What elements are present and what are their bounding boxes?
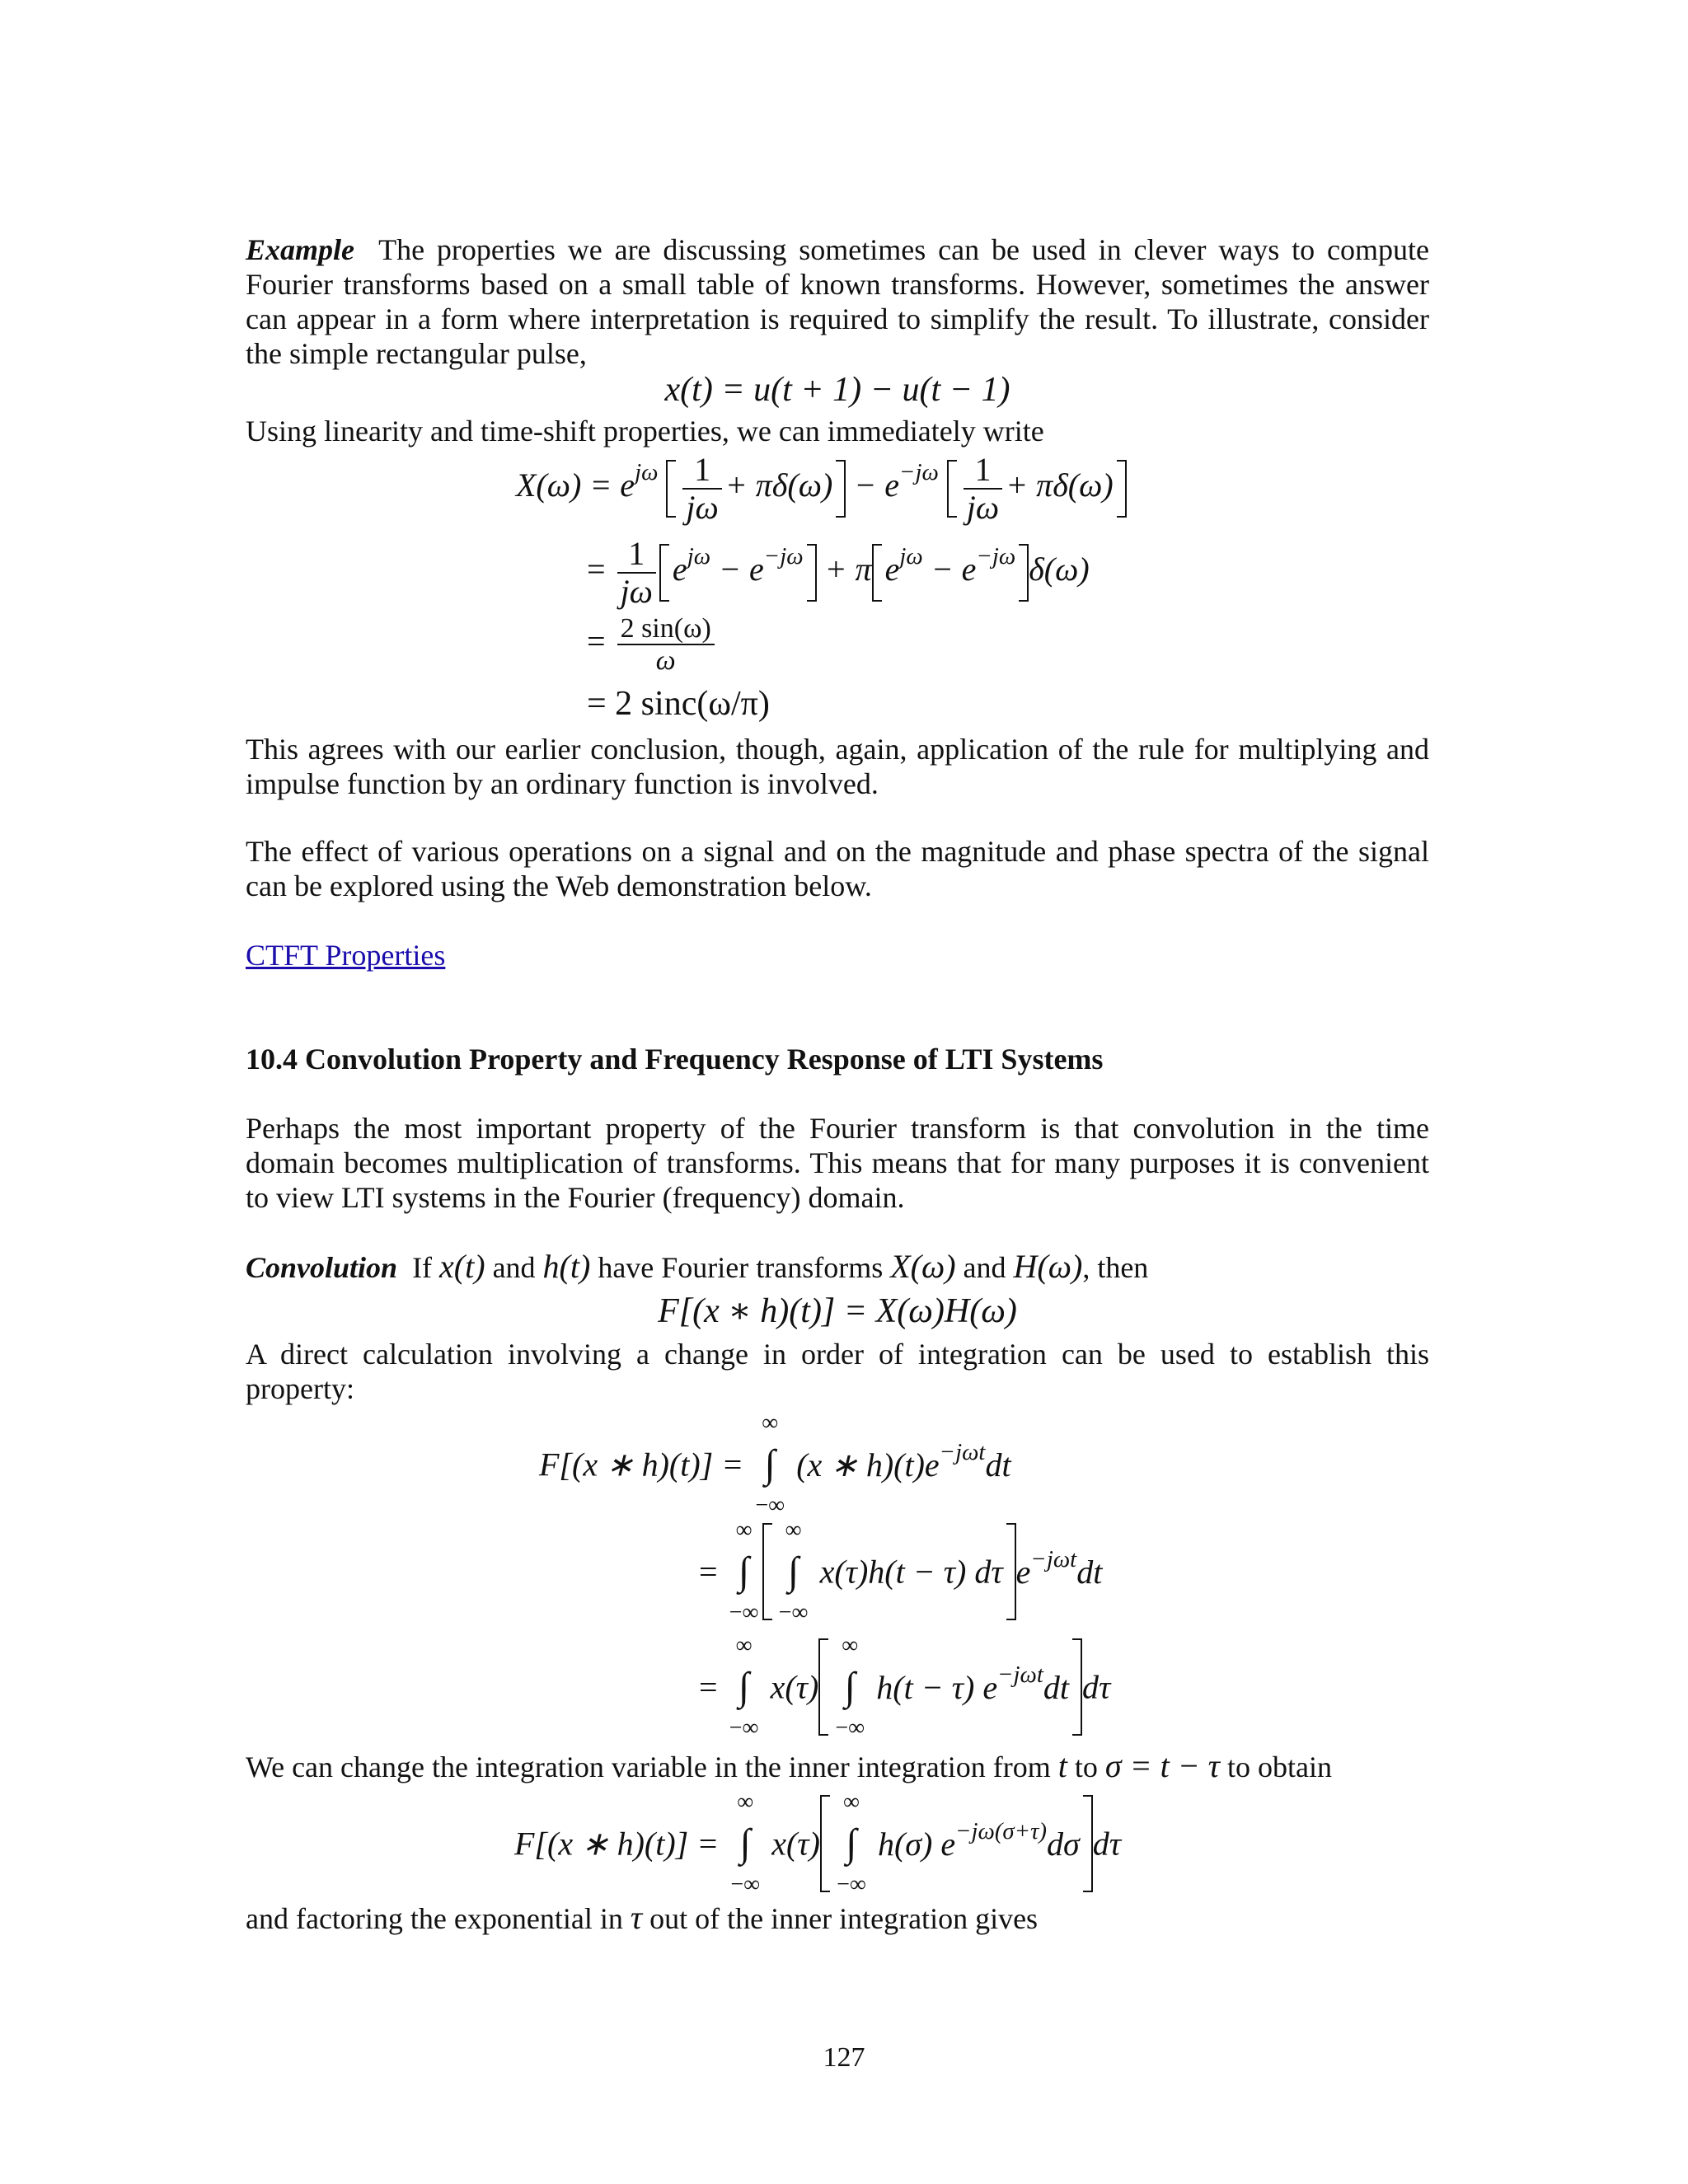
- t-symbol: t: [1057, 1747, 1067, 1784]
- integral-line-1: [539, 1411, 1011, 1518]
- plus-pi: + π: [824, 551, 872, 588]
- x-tau: x(τ): [770, 1668, 819, 1706]
- convolution-eq-text: F[(x ∗ h)(t)] = X(ω)H(ω): [658, 1292, 1017, 1330]
- section-intro: Perhaps the most important property of the Fourier transform is that convolution in the time domain becomes multiplication of transforms. This means that for many purposes it is convenient to view LTI systems in the Fourier (frequency) domain.: [246, 1112, 1429, 1214]
- page-number: 127: [823, 2042, 865, 2073]
- ctft-link-paragraph: [246, 938, 1429, 972]
- example-label: Example: [246, 233, 354, 266]
- derivation-line-1: [516, 452, 1127, 526]
- exp-sup-1: jω: [635, 459, 659, 486]
- fraction-3: [617, 536, 656, 610]
- inner-h-term: h(t − τ) $e^{-j\omega t}dt$: [876, 1661, 1070, 1706]
- equals-2: =: [587, 551, 606, 588]
- bracket-right: [1083, 1795, 1093, 1892]
- minus-term: − e: [719, 551, 764, 588]
- integral-sign: ∞ ∫ −∞: [729, 1633, 759, 1741]
- direct-paragraph: A direct calculation involving a change in order of integration can be used to establish this property:: [246, 1338, 1429, 1405]
- exp-sup-2: −jω: [899, 459, 939, 486]
- integral-sign: ∞ ∫ −∞: [730, 1789, 761, 1897]
- frac-den-2: jω: [966, 489, 1000, 526]
- factoring-before: and factoring the exponential in: [246, 1902, 623, 1935]
- convolution-equation: [246, 1291, 1429, 1332]
- delta-term: δ(ω): [1029, 551, 1090, 588]
- frac-den-3: jω: [620, 573, 653, 610]
- frac-den-4: ω: [655, 645, 676, 677]
- if-word: If: [412, 1251, 433, 1284]
- sigma-substitution: σ = t − τ: [1104, 1747, 1220, 1784]
- bracket-right: [836, 460, 846, 518]
- bracket-left: [762, 1523, 772, 1620]
- have-words: have Fourier transforms: [598, 1251, 884, 1284]
- sigma-equation: [514, 1790, 1121, 1897]
- effect-paragraph: The effect of various operations on a signal and on the magnitude and phase spectra of the signal can be explored using the Web demonstration below.: [246, 835, 1429, 902]
- equals-3: =: [587, 622, 606, 660]
- bracket-left: [666, 460, 676, 518]
- derivation-line-2: [587, 536, 1090, 610]
- e-term: e: [672, 551, 687, 588]
- bracket-left: [659, 544, 669, 602]
- sigma-x-tau: x(τ): [771, 1825, 820, 1863]
- integral-lhs-1: F[(x ∗ h)(t)] =: [539, 1446, 744, 1483]
- section-heading: 10.4 Convolution Property and Frequency Response of LTI Systems: [246, 1043, 1104, 1076]
- inner-convolution: x(τ)h(t − τ) dτ: [819, 1553, 1003, 1591]
- sup-neg: −jω: [763, 543, 804, 570]
- equals-int-2: =: [699, 1553, 718, 1591]
- xt-symbol: x(t): [439, 1248, 485, 1285]
- sup-neg: −jω: [976, 543, 1016, 570]
- fraction-2: [964, 452, 1002, 526]
- derivation-line-4: [587, 684, 770, 724]
- fraction-1: [682, 452, 721, 526]
- example-text: The properties we are discussing sometimes can be used in clever ways to compute Fourier transforms based on a small table of known transforms. However, sometimes the answer can appear in a form where interpretation is required to simplify the result. To illustrate, consider the simple rectangular pulse,: [246, 233, 1429, 370]
- then-word: , then: [1082, 1251, 1149, 1284]
- pulse-equation-text: x(t) = u(t + 1) − u(t − 1): [664, 371, 1010, 409]
- and-word-2: and: [963, 1251, 1006, 1284]
- derivation-line-3: [587, 613, 718, 677]
- integral-sign: ∞ ∫ −∞: [837, 1789, 866, 1897]
- convolution-label: Convolution: [246, 1251, 398, 1284]
- ht-symbol: h(t): [542, 1248, 591, 1285]
- example-paragraph: [246, 232, 1429, 371]
- integral-sign: ∞ ∫ −∞: [835, 1633, 865, 1741]
- sinc-result: = 2 sinc(ω/π): [587, 685, 770, 723]
- bracket-right: [1006, 1523, 1016, 1620]
- bracket-right: [1072, 1638, 1082, 1736]
- bracket-left: [818, 1638, 828, 1736]
- bracket-right: [807, 544, 817, 602]
- exp-term-2: $e^{-j\omega t}dt$: [1015, 1545, 1103, 1591]
- bracket-left: [872, 544, 882, 602]
- minus-e: − e: [854, 466, 900, 504]
- factoring-paragraph: [246, 1900, 1429, 1936]
- sigma-lhs: F[(x ∗ h)(t)] =: [514, 1825, 720, 1863]
- and-word-1: and: [492, 1251, 536, 1284]
- linearity-text: Using linearity and time-shift properties, we can immediately write: [246, 415, 1044, 448]
- pulse-equation: [246, 369, 1429, 410]
- change-after: to obtain: [1227, 1750, 1332, 1783]
- pi-delta-2: + πδ(ω): [1006, 466, 1114, 504]
- xw-lhs: X(ω) = e: [516, 466, 635, 504]
- frac-den-1: jω: [686, 489, 719, 526]
- fraction-4: [617, 613, 715, 677]
- pi-delta-1: + πδ(ω): [724, 466, 833, 504]
- to-word: to: [1074, 1750, 1098, 1783]
- frac-num-3: 1: [617, 536, 656, 574]
- frac-num-4: 2 sin(ω): [617, 613, 715, 645]
- sup-pos: jω: [899, 543, 923, 570]
- integral-sign: ∞ ∫ −∞: [778, 1517, 809, 1625]
- sigma-dtau: dτ: [1092, 1825, 1122, 1863]
- bracket-right: [1019, 544, 1029, 602]
- tau-symbol: τ: [630, 1899, 643, 1936]
- agrees-paragraph: This agrees with our earlier conclusion, though, again, application of the rule for multiplying and impulse function by an ordinary function is involved.: [246, 733, 1429, 800]
- frac-num-2: 1: [964, 452, 1002, 490]
- change-variable-paragraph: [246, 1749, 1429, 1784]
- Xw-symbol: X(ω): [890, 1248, 956, 1285]
- ctft-properties-link[interactable]: CTFT Properties: [246, 939, 446, 972]
- integral-line-3: [699, 1633, 1110, 1741]
- integral-sign: ∞ ∫ −∞: [755, 1410, 785, 1518]
- minus-term: − e: [931, 551, 977, 588]
- integral-sign: ∞ ∫ −∞: [729, 1517, 759, 1625]
- integral-body-1: (x ∗ $h)(t)e^{-j\omega t}dt$: [796, 1438, 1011, 1483]
- e-term: e: [884, 551, 900, 588]
- frac-num-1: 1: [682, 452, 721, 490]
- change-before: We can change the integration variable in the inner integration from: [246, 1750, 1051, 1783]
- convolution-statement: [246, 1249, 1429, 1285]
- bracket-left: [820, 1795, 830, 1892]
- equals-int-3: =: [699, 1668, 718, 1706]
- sup-pos: jω: [687, 543, 711, 570]
- sigma-inner: h(σ) $e^{-j\omega(\sigma+\tau)}d\sigma$: [877, 1817, 1080, 1863]
- dtau: dτ: [1082, 1668, 1111, 1706]
- integral-line-2: [699, 1518, 1102, 1625]
- bracket-right: [1117, 460, 1127, 518]
- Hw-symbol: H(ω): [1013, 1248, 1083, 1285]
- factoring-after: out of the inner integration gives: [649, 1902, 1039, 1935]
- bracket-left: [947, 460, 957, 518]
